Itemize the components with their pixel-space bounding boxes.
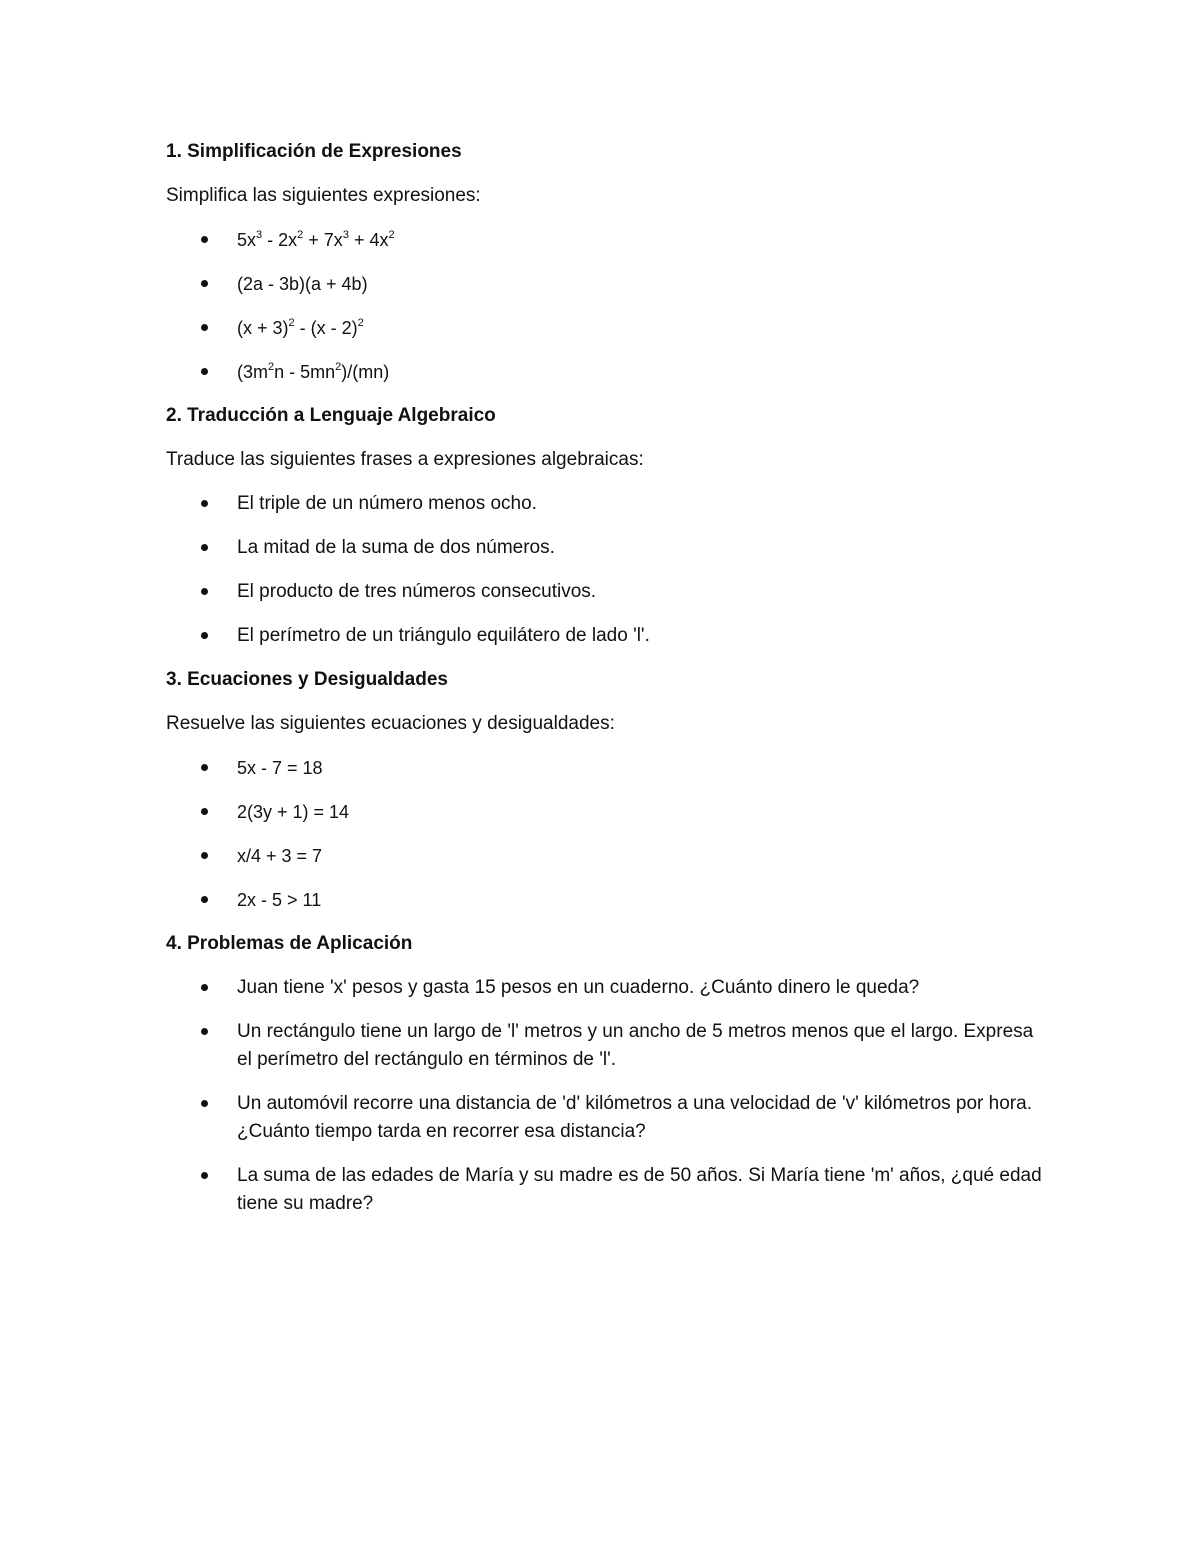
superscript: 2: [335, 361, 342, 373]
item-text: + 4x: [348, 230, 389, 250]
item-text: El triple de un número menos ocho.: [237, 493, 537, 514]
bullet-icon: [201, 764, 208, 771]
section-intro: Resuelve las siguientes ecuaciones y desigualdades:: [166, 713, 615, 734]
section-intro: Simplifica las siguientes expresiones:: [166, 185, 481, 206]
item-text: (x + 3): [237, 318, 289, 338]
item-text: (2a - 3b)(a + 4b): [237, 274, 368, 294]
section-heading: 4. Problemas de Aplicación: [166, 933, 413, 954]
bullet-icon: [201, 324, 208, 331]
bullet-icon: [201, 852, 208, 859]
bullet-icon: [201, 808, 208, 815]
list-item: [166, 1162, 1046, 1218]
list-item: [166, 314, 1046, 342]
bullet-icon: [201, 588, 208, 595]
list-item: [166, 754, 1046, 782]
list-item: [166, 534, 1046, 562]
item-text: La mitad de la suma de dos números.: [237, 537, 555, 558]
item-text: - 2x: [262, 230, 298, 250]
item-text: (3m: [237, 362, 268, 382]
bullet-icon: [201, 236, 208, 243]
superscript: 2: [268, 361, 275, 373]
bullet-icon: [201, 1100, 208, 1107]
item-text: 5x - 7 = 18: [237, 758, 323, 778]
bullet-icon: [201, 280, 208, 287]
superscript: 3: [342, 229, 349, 241]
bullet-icon: [201, 544, 208, 551]
item-text: 2x - 5 > 11: [237, 890, 322, 910]
list-item: [166, 358, 1046, 386]
document-body: [166, 138, 1046, 1218]
superscript: 3: [256, 229, 263, 241]
bullet-icon: [201, 368, 208, 375]
bullet-icon: [201, 632, 208, 639]
item-text: )/(mn): [341, 362, 390, 382]
superscript: 2: [288, 317, 295, 329]
list-item: [166, 1018, 1046, 1074]
superscript: 2: [357, 317, 364, 329]
section-heading: 2. Traducción a Lenguaje Algebraico: [166, 405, 496, 426]
list-item: [166, 490, 1046, 518]
bullet-list: [166, 754, 1046, 914]
superscript: 2: [388, 229, 395, 241]
item-text: 5x: [237, 230, 257, 250]
item-text: - (x - 2): [294, 318, 358, 338]
section-heading: 3. Ecuaciones y Desigualdades: [166, 669, 448, 690]
item-text: El producto de tres números consecutivos.: [237, 581, 597, 602]
list-item: [166, 798, 1046, 826]
bullet-icon: [201, 984, 208, 991]
superscript: 2: [297, 229, 304, 241]
list-item: [166, 886, 1046, 914]
bullet-list: [166, 974, 1046, 1218]
list-item: [166, 270, 1046, 298]
list-item: [166, 578, 1046, 606]
section-heading: 1. Simplificación de Expresiones: [166, 141, 462, 162]
bullet-icon: [201, 1028, 208, 1035]
item-text: El perímetro de un triángulo equilátero de lado 'l'.: [237, 625, 650, 646]
document-page: [166, 138, 1046, 1234]
item-text: 2(3y + 1) = 14: [237, 802, 350, 822]
section-intro: Traduce las siguientes frases a expresiones algebraicas:: [166, 449, 644, 470]
bullet-icon: [201, 1172, 208, 1179]
bullet-list: [166, 490, 1046, 650]
bullet-icon: [201, 896, 208, 903]
list-item: [166, 974, 1046, 1002]
list-item: [166, 622, 1046, 650]
list-item: [166, 842, 1046, 870]
list-item: [166, 226, 1046, 254]
item-text: + 7x: [303, 230, 343, 250]
item-text: x/4 + 3 = 7: [237, 846, 323, 866]
bullet-list: [166, 226, 1046, 386]
bullet-icon: [201, 500, 208, 507]
item-text: La suma de las edades de María y su madre es de 50 años. Si María tiene 'm' años, ¿qué edad tiene su madre?: [237, 1165, 1042, 1214]
item-text: Un automóvil recorre una distancia de 'd' kilómetros a una velocidad de 'v' kilómetros por hora. ¿Cuánto tiempo tarda en recorrer esa distancia?: [237, 1093, 1032, 1142]
item-text: Un rectángulo tiene un largo de 'l' metros y un ancho de 5 metros menos que el largo. Expresa el perímetro del rectángulo en términos de 'l'.: [237, 1021, 1034, 1070]
list-item: [166, 1090, 1046, 1146]
item-text: n - 5mn: [274, 362, 336, 382]
item-text: Juan tiene 'x' pesos y gasta 15 pesos en un cuaderno. ¿Cuánto dinero le queda?: [237, 977, 920, 998]
